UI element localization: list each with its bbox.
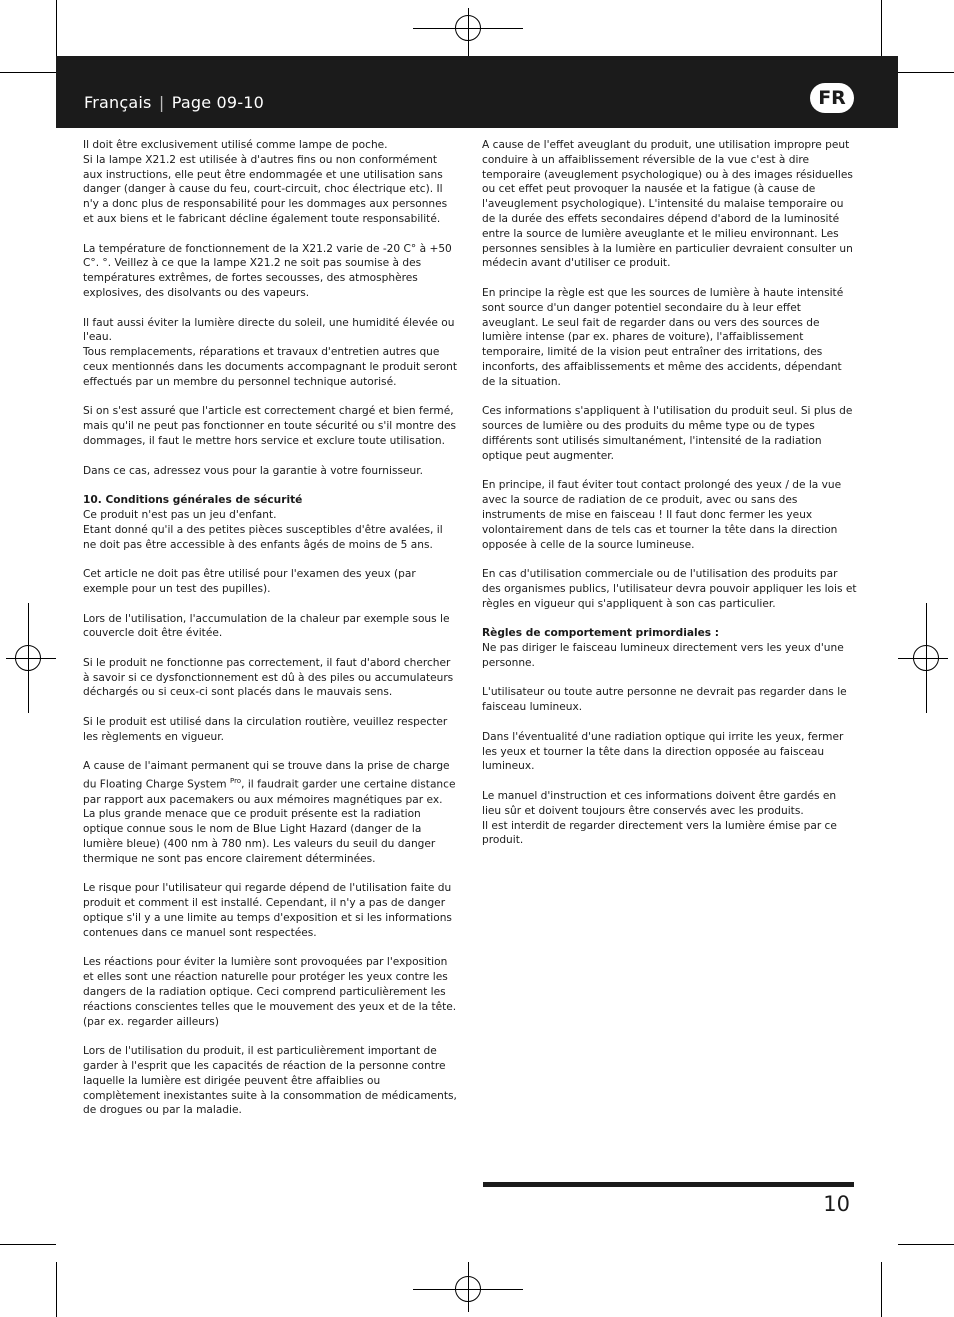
page-range: Page 09-10 <box>171 93 265 112</box>
crop-mark <box>898 1244 954 1245</box>
paragraph: Dans l'éventualité d'une radiation optique qui irrite les yeux, fermer les yeux et tourner la tête dans la direction opposée au faisceau lumineux. <box>482 730 844 773</box>
paragraph: Ce produit n'est pas un jeu d'enfant. Etant donné qu'il a des petites pièces susceptibles d'être avalées, il ne doit pas être accessible à des enfants âgés de moins de 5 ans. <box>83 508 443 551</box>
crop-mark <box>56 1262 57 1317</box>
paragraph: Dans ce cas, adressez vous pour la garantie à votre fournisseur. <box>83 464 423 477</box>
registration-circle <box>455 15 481 41</box>
paragraph: Si le produit ne fonctionne pas correctement, il faut d'abord chercher à savoir si ce dysfonctionnement est dû à des piles ou accumulateurs déchargés ou si ceux-ci sont placés dans le mauvais sens. <box>83 656 454 699</box>
paragraph: Lors de l'utilisation, l'accumulation de la chaleur par exemple sous le couvercle doit être évitée. <box>83 612 450 640</box>
paragraph: Si on s'est assuré que l'article est correctement chargé et bien fermé, mais qu'il ne peut pas fonctionner en toute sécurité ou s'il montre des dommages, il faut le mettre hors service et exclure toute utilisation. <box>83 405 457 447</box>
paragraph: En cas d'utilisation commerciale ou de l'utilisation des produits par des organismes publics, l'utilisateur devra pouvoir appliquer les lois et règles en vigueur qui s'appliquent à son cas particulier. <box>482 568 857 610</box>
paragraph: Le manuel d'instruction et ces informations doivent être gardés en lieu sûr et doivent toujours être conservés avec les produits. Il est interdit de regarder directement vers la lumière émise par ce produit. <box>482 790 837 847</box>
registration-circle <box>913 645 939 671</box>
header-separator: | <box>158 93 165 112</box>
language-badge: FR <box>810 83 854 113</box>
paragraph: L'utilisateur ou toute autre personne ne devrait pas regarder dans le faisceau lumineux. <box>482 686 847 714</box>
paragraph: Lors de l'utilisation du produit, il est particulièrement important de garder à l'esprit que les capacités de réaction de la personne contre laquelle la lumière est dirigée peuvent être affaiblies ou complètement inexistantes suite à la consommation de médicaments, de drogues ou par la maladie. <box>83 1045 457 1117</box>
paragraph: Il faut aussi éviter la lumière directe du soleil, une humidité élevée ou l'eau. Tous remplacements, réparations et travaux d'entretien autres que ceux mentionnés dans les documents accompagnant le produit seront effectués par un membre du personnel technique autorisé. <box>83 316 458 388</box>
paragraph: Cet article ne doit pas être utilisé pour l'examen des yeux (par exemple pour un test des pupilles). <box>83 568 416 595</box>
paragraph: Il doit être exclusivement utilisé comme lampe de poche. Si la lampe X21.2 est utilisée à d'autres fins ou non conformément aux instructions, elle peut être endommagée et une utilisation sans danger (danger à cause du feu, court-circuit, choc électrique etc). Il n'y a donc plus de responsabilité pour les dommages aux personnes et aux biens et le fabricant décline également toute responsabilité. <box>83 139 448 225</box>
footer-rule <box>483 1182 854 1187</box>
language-label: Français <box>84 93 152 112</box>
paragraph: Ces informations s'appliquent à l'utilisation du produit seul. Si plus de sources de lumière ou des produits du même type ou de types différents sont utilisés simultanément, l'intensité de la radiation optique peut augmenter. <box>482 405 853 462</box>
paragraph <box>83 759 458 866</box>
text-run: A cause de l'aimant permanent qui se trouve dans la prise de charge du Floating Charge System <box>83 760 450 791</box>
paragraph: A cause de l'effet aveuglant du produit, une utilisation impropre peut conduire à un affaiblissement réversible de la vue c'est à dire temporaire (aveuglement psychologique) ou à des images résiduelles ou cet effet peut provoquer la nausée et la fatigue (à cause de l'aveuglement psychologique). L'intensité du malaise temporaire ou de la durée des effets secondaires dépend d'abord de la luminosité entre la source de lumière aveuglante et le milieu environnant. Les personnes sensibles à la lumière en particulier devraient consulter un médecin avant d'utiliser ce produit. <box>482 139 853 270</box>
superscript: Pro <box>229 777 242 786</box>
section-heading: 10. Conditions générales de sécurité <box>83 494 303 507</box>
crop-mark <box>881 0 882 56</box>
paragraph: Le risque pour l'utilisateur qui regarde dépend de l'utilisation faite du produit et comment il est installé. Cependant, il n'y a pas de danger optique s'il y a une limite au temps d'exposition et si les informations contenues dans ce manuel sont respectées. <box>83 882 452 939</box>
paragraph: En principe, il faut éviter tout contact prolongé des yeux / de la vue avec la source de radiation de ce produit, avec ou sans des instruments de mise en faisceau ! Il faut donc fermer les yeux volontairement dans de tels cas et tourner la tête dans la direction opposée à celle de la source lumineuse. <box>482 479 842 551</box>
paragraph: La température de fonctionnement de la X21.2 varie de -20 C° à +50 C°. °. Veillez à ce que la lampe X21.2 ne soit pas soumise à des températures extrêmes, de fortes secousses, des atmosphères explosives, des disolvants ou des vapeurs. <box>83 242 452 299</box>
crop-mark <box>898 72 954 73</box>
registration-circle <box>455 1276 481 1302</box>
page-number: 10 <box>823 1192 850 1216</box>
crop-mark <box>56 0 57 56</box>
rules-heading: Règles de comportement primordiales : <box>482 627 720 640</box>
crop-mark <box>881 1262 882 1317</box>
crop-mark <box>0 1244 56 1245</box>
text-run: , il faudrait garder une certaine distance par rapport aux pacemakers ou aux mémoires magnétiques par ex. La plus grande menace que ce produit présente est la radiation optique connue sous le nom de Blue Light Hazard (danger de la lumière bleue) (400 nm à 780 nm). Les valeurs du seuil du danger thermique ne sont pas encore clairement déterminées. <box>83 778 456 865</box>
paragraph: En principe la règle est que les sources de lumière à haute intensité sont source d'un danger potentiel secondaire du à leur effet aveuglant. Le seul fait de regarder dans ou vers des sources de lumière intense (par ex. phares de voiture), l'affaiblissement temporaire, limité de la vision peut entraîner des irritations, des inconforts, des affaiblissements et même des accidents, dépendant de la situation. <box>482 286 844 388</box>
paragraph: Si le produit est utilisé dans la circulation routière, veuillez respecter les règlements en vigueur. <box>83 716 448 743</box>
crop-mark <box>0 72 56 73</box>
left-column <box>83 138 458 1133</box>
page-header <box>56 56 898 128</box>
right-column <box>482 138 857 863</box>
paragraph: Ne pas diriger le faisceau lumineux directement vers les yeux d'une personne. <box>482 642 844 669</box>
header-title <box>84 93 264 112</box>
paragraph: Les réactions pour éviter la lumière sont provoquées par l'exposition et elles sont une réaction naturelle pour protéger les yeux contre les dangers de la radiation optique. Ceci comprend particulièrement les réactions conscientes telles que le mouvement des yeux et de la tête. (par ex. regarder ailleurs) <box>83 956 457 1028</box>
registration-circle <box>15 645 41 671</box>
